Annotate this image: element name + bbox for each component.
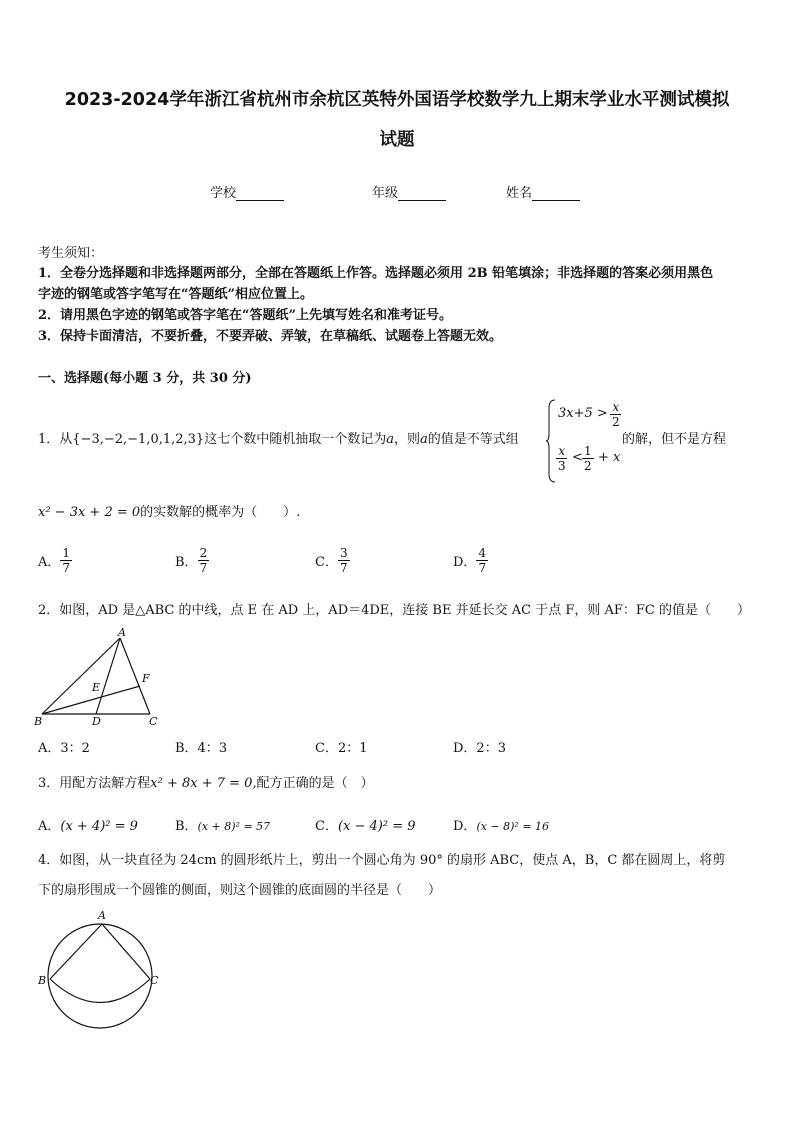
q1-option-b-den: 7 bbox=[199, 561, 208, 575]
q3-option-a-label: A． bbox=[38, 819, 61, 834]
q2-option-a[interactable]: A．3：2 bbox=[38, 741, 90, 756]
sys1-num: x bbox=[612, 400, 620, 414]
q3-option-c-label: C． bbox=[315, 819, 338, 834]
notice-item-1-cont: 字迹的钢笔或答字笔写在“答题纸”相应位置上。 bbox=[38, 287, 313, 302]
q1-option-c-den: 7 bbox=[339, 561, 348, 575]
sys2-frac2 bbox=[582, 444, 594, 473]
sys2-frac1 bbox=[556, 444, 568, 473]
outer-circle bbox=[48, 924, 152, 1028]
school-blank[interactable] bbox=[236, 188, 284, 201]
q2-triangle-figure bbox=[30, 624, 170, 732]
grade-label: 年级 bbox=[372, 186, 399, 201]
label-c: C bbox=[150, 974, 159, 987]
q1-suffix: 的解，但不是方程 bbox=[622, 432, 727, 447]
q3-option-a[interactable] bbox=[38, 815, 138, 834]
q3-option-d-expr: (x − 8)² = 16 bbox=[476, 820, 550, 833]
q1-var-a-2: a bbox=[420, 432, 428, 447]
q1-prefix: 1．从 bbox=[38, 432, 73, 447]
q1-option-d[interactable] bbox=[453, 546, 488, 575]
sys2-den2: 2 bbox=[584, 459, 592, 473]
notice-item-1: 1．全卷分选择题和非选择题两部分，全部在答题纸上作答。选择题必须用 2B 铅笔填涂；非选择题的答案必须用黑色 bbox=[38, 266, 714, 281]
brace-icon bbox=[546, 398, 556, 484]
q3-equation: x² + 8x + 7 = 0, bbox=[150, 776, 257, 791]
q1-mid3: 的值是不等式组 bbox=[427, 432, 519, 447]
grade-blank[interactable] bbox=[398, 188, 446, 201]
question-4-line2: 下的扇形围成一个圆锥的侧面，则这个圆锥的底面圆的半径是（ ） bbox=[38, 883, 442, 898]
label-b: B bbox=[34, 715, 43, 728]
q2-option-d[interactable]: D．2：3 bbox=[453, 741, 506, 756]
q1-set: {−3,−2,−1,0,1,2,3} bbox=[72, 432, 205, 447]
q1-option-a-label: A． bbox=[38, 555, 61, 570]
system-line-1 bbox=[558, 406, 608, 421]
sys2-tail: + x bbox=[598, 450, 621, 465]
question-1-line2 bbox=[38, 502, 300, 523]
q3-option-b[interactable] bbox=[175, 815, 270, 834]
name-field[interactable] bbox=[506, 182, 580, 201]
question-4-line1: 4．如图，从一块直径为 24cm 的圆形纸片上，剪出一个圆心角为 90° 的扇形 ABC，使点 A，B，C 都在圆周上，将剪 bbox=[38, 853, 726, 868]
inequality-system bbox=[546, 398, 626, 484]
label-e: E bbox=[92, 681, 101, 694]
sys2-lt: < bbox=[572, 450, 583, 465]
sys2-num: x bbox=[558, 444, 566, 458]
q3-option-a-expr: (x + 4)² = 9 bbox=[60, 819, 138, 834]
q1-option-b-num: 2 bbox=[199, 546, 208, 560]
q3-option-d-label: D． bbox=[453, 819, 477, 834]
question-3-text bbox=[38, 773, 374, 794]
q1-option-b-label: B． bbox=[175, 555, 198, 570]
q3-option-c[interactable] bbox=[315, 815, 416, 834]
q2-option-b[interactable]: B．4：3 bbox=[175, 741, 228, 756]
q1-option-c[interactable] bbox=[315, 546, 350, 575]
q1-option-a[interactable] bbox=[38, 546, 72, 575]
q1-option-c-num: 3 bbox=[339, 546, 348, 560]
school-label: 学校 bbox=[210, 186, 237, 201]
label-a: A bbox=[98, 909, 106, 922]
name-blank[interactable] bbox=[532, 188, 580, 201]
q1-option-a-num: 1 bbox=[62, 546, 71, 560]
q1-mid1: 这七个数中随机抽取一个数记为 bbox=[204, 432, 387, 447]
q4-circle-figure bbox=[32, 908, 162, 1030]
label-c: C bbox=[149, 715, 158, 728]
q3-option-b-expr: (x + 8)² = 57 bbox=[197, 820, 271, 833]
segment-ab bbox=[50, 924, 102, 979]
section-heading: 一、选择题(每小题 3 分，共 30 分) bbox=[38, 371, 252, 386]
label-b: B bbox=[38, 974, 47, 987]
sys2-den: 3 bbox=[558, 459, 566, 473]
label-f: F bbox=[142, 672, 150, 685]
page-title-line2: 试题 bbox=[379, 130, 415, 150]
q1-option-c-label: C． bbox=[315, 555, 338, 570]
page-title: 2023-2024学年浙江省杭州市余杭区英特外国语学校数学九上期末学业水平测试模拟 bbox=[64, 90, 730, 110]
q1-option-b[interactable] bbox=[175, 546, 209, 575]
label-a: A bbox=[118, 626, 126, 639]
q1-option-a-den: 7 bbox=[62, 561, 71, 575]
name-label: 姓名 bbox=[506, 186, 533, 201]
notice-item-2: 2．请用黑色字迹的钢笔或答字笔在“答题纸”上先填写姓名和准考证号。 bbox=[38, 308, 453, 323]
grade-field[interactable] bbox=[372, 182, 446, 201]
school-field[interactable] bbox=[210, 182, 284, 201]
question-1-line1 bbox=[38, 429, 519, 450]
q3-option-d[interactable] bbox=[453, 815, 549, 834]
sys1-left: 3x+5 > bbox=[558, 406, 608, 421]
sys1-den: 2 bbox=[612, 415, 620, 429]
segment-ac bbox=[102, 924, 150, 979]
sys2-num2: 1 bbox=[584, 444, 592, 458]
notice-heading: 考生须知： bbox=[38, 246, 104, 261]
label-d: D bbox=[92, 715, 101, 728]
q1-option-d-label: D． bbox=[453, 555, 477, 570]
q1-var-a: a bbox=[386, 432, 394, 447]
q2-option-c[interactable]: C．2：1 bbox=[315, 741, 368, 756]
q3-option-c-expr: (x − 4)² = 9 bbox=[337, 819, 416, 834]
q1-option-d-den: 7 bbox=[478, 561, 487, 575]
question-2-text: 2．如图，AD 是△ABC 的中线，点 E 在 AD 上，AD＝4DE，连接 BE 并延长交 AC 于点 F，则 AF：FC 的值是（ ） bbox=[38, 603, 750, 618]
q3-text-pre: 3．用配方法解方程 bbox=[38, 776, 151, 791]
arc-bc bbox=[50, 979, 150, 1003]
q3-option-b-label: B． bbox=[175, 819, 198, 834]
q1-equation: x² − 3x + 2 = 0 bbox=[38, 505, 141, 520]
q1-mid2: ，则 bbox=[393, 432, 420, 447]
q3-text-post: 配方正确的是（ ） bbox=[256, 776, 374, 791]
q1-option-d-num: 4 bbox=[478, 546, 487, 560]
sys1-frac bbox=[610, 400, 622, 429]
q1-line2-text: 的实数解的概率为（ ）. bbox=[140, 505, 301, 520]
notice-item-3: 3．保持卡面清洁，不要折叠，不要弄破、弄皱，在草稿纸、试题卷上答题无效。 bbox=[38, 329, 503, 344]
